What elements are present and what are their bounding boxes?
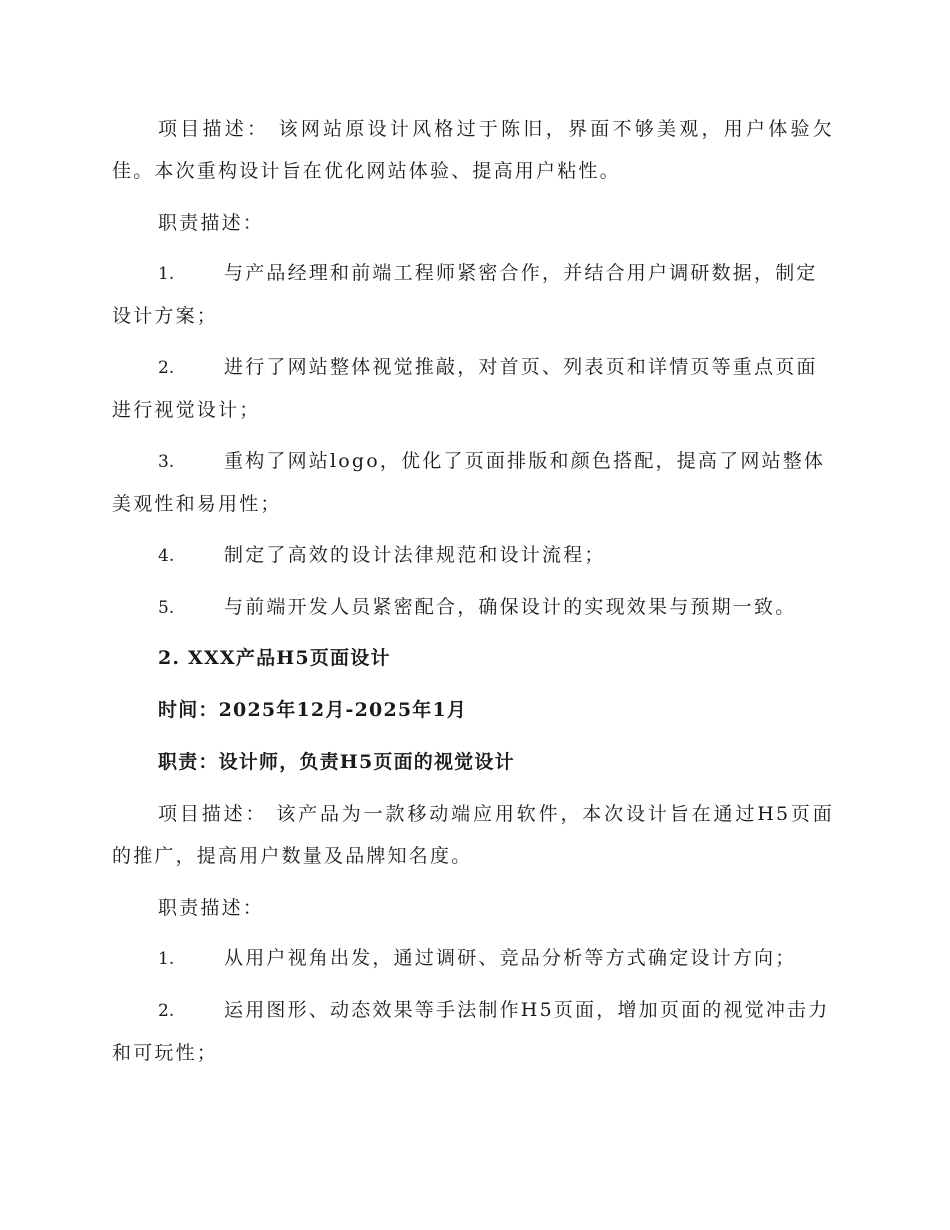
duty-item-1-4 [112,534,834,577]
duty-item-1-5 [112,586,834,629]
duty-item-1-2 [112,346,834,431]
duty-number: 5. [158,598,175,618]
project-description-1: 项目描述： 该网站原设计风格过于陈旧，界面不够美观，用户体验欠佳。本次重构设计旨在优化网站体验、提高用户粘性。 [112,118,834,182]
duty-number: 3. [158,452,175,472]
duty-text: 运用图形、动态效果等手法制作H5页面，增加页面的视觉冲击力和可玩性； [112,999,830,1064]
duty-item-1-3 [112,440,834,525]
duty-item-2-1 [112,937,834,980]
duty-number: 1. [158,264,175,284]
duty-number: 2. [158,1001,175,1021]
duty-item-2-2 [112,989,834,1074]
duty-text: 与前端开发人员紧密配合，确保设计的实现效果与预期一致。 [224,596,797,618]
section-heading-2: 2. XXX产品H5页面设计 [158,647,391,669]
duty-number: 4. [158,546,175,566]
duty-number: 1. [158,949,175,969]
duties-label-1: 职责描述： [158,212,265,234]
duties-label-2: 职责描述： [158,897,265,919]
duty-number: 2. [158,358,175,378]
project-description-2: 项目描述： 该产品为一款移动端应用软件，本次设计旨在通过H5页面的推广，提高用户数量及品牌知名度。 [112,803,834,867]
duty-text: 与产品经理和前端工程师紧密合作，并结合用户调研数据，制定设计方案； [112,262,818,327]
role-line: 职责：设计师，负责H5页面的视觉设计 [158,751,515,773]
duty-text: 制定了高效的设计法律规范和设计流程； [224,544,606,566]
duty-text: 从用户视角出发，通过调研、竞品分析等方式确定设计方向； [224,947,797,969]
duty-text: 进行了网站整体视觉推敲，对首页、列表页和详情页等重点页面进行视觉设计； [112,356,818,421]
time-line: 时间：2025年12月-2025年1月 [158,699,468,721]
duty-item-1-1 [112,252,834,337]
duty-text: 重构了网站logo，优化了页面排版和颜色搭配，提高了网站整体美观性和易用性； [112,450,826,515]
